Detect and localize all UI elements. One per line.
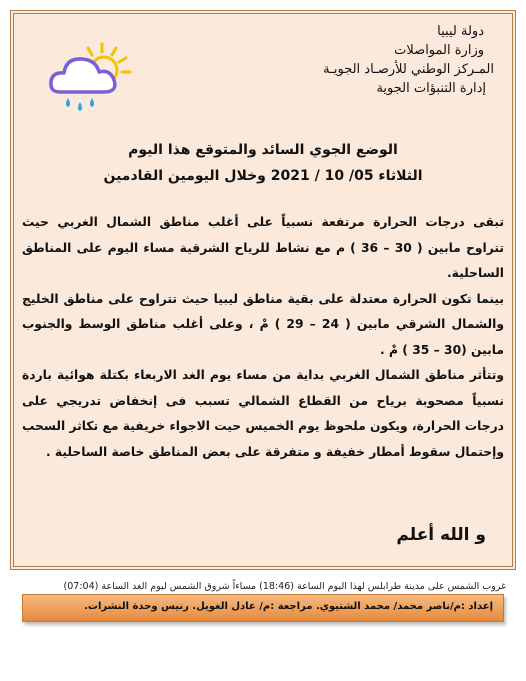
body-paragraph-1: تبقى درجات الحرارة مرتفعة نسبياً على أغلب مناطق الشمال الغربي حيث تتراوح مابين ( 30 – 36 ) م مع نشاط للرياح الشرقية مساء اليوم على المناطق الساحلية.: [22, 215, 505, 280]
title-line-1: الوضع الجوي السائد والمتوقع هذا اليوم: [128, 142, 398, 158]
cloud: [51, 59, 115, 92]
credits-bar: [22, 594, 504, 622]
header-country: دولة ليبيا: [437, 24, 484, 39]
header-department: إدارة التنبؤات الجوية: [376, 81, 486, 96]
credits-text: إعداد :م/ناصر محمد/ محمد الشتيوي. مراجعة :م/ عادل الغويل. رنيس وحدة النشرات.: [84, 601, 493, 612]
bulletin-title: [0, 137, 526, 189]
header-ministry: وزارة المواصلات: [394, 43, 484, 58]
body-paragraph-3: وتتأثر مناطق الشمال الغربي بداية من مساء يوم الغد الاربعاء بكتلة هوائية باردة نسبياً مصحوبة برياح من القطاع الشمالي تسبب فى إنخفاض تدريجي على درجات الحرارة، ويكون ملحوظ يوم الخميس حيت الاجواء خريفية مع تكاثر السحب وإحتمال سقوط أمطار خفيفة و متفرقة على بعض المناطق خاصة الساحلية .: [22, 368, 504, 459]
bulletin-body: [22, 210, 504, 465]
closing-phrase: و الله أعلم: [396, 525, 486, 545]
body-paragraph-2: بينما تكون الحرارة معتدلة على بقية مناطق ليبيا حيث تتراوح على مناطق الخليج والشمال الشرقي مابين ( 24 – 29 ) مْ ، وعلى أغلب مناطق الوسط والجنوب مابين (30 – 35 ) مْ .: [22, 291, 504, 357]
header-block: [323, 22, 494, 98]
cloud-sun-rain-icon: [46, 38, 138, 120]
header-center: المـركز الوطني للأرصـاد الجويـة: [323, 62, 494, 77]
title-line-2: الثلاثاء 05/ 10 / 2021 وخلال اليومين القادمين: [103, 168, 423, 184]
sun-times: غروب الشمس على مدينة طرابلس لهذا اليوم الساعة (18:46) مساءاً شروق الشمس ليوم الغد الساعة (07:04): [63, 581, 506, 592]
raindrops: [66, 98, 94, 111]
